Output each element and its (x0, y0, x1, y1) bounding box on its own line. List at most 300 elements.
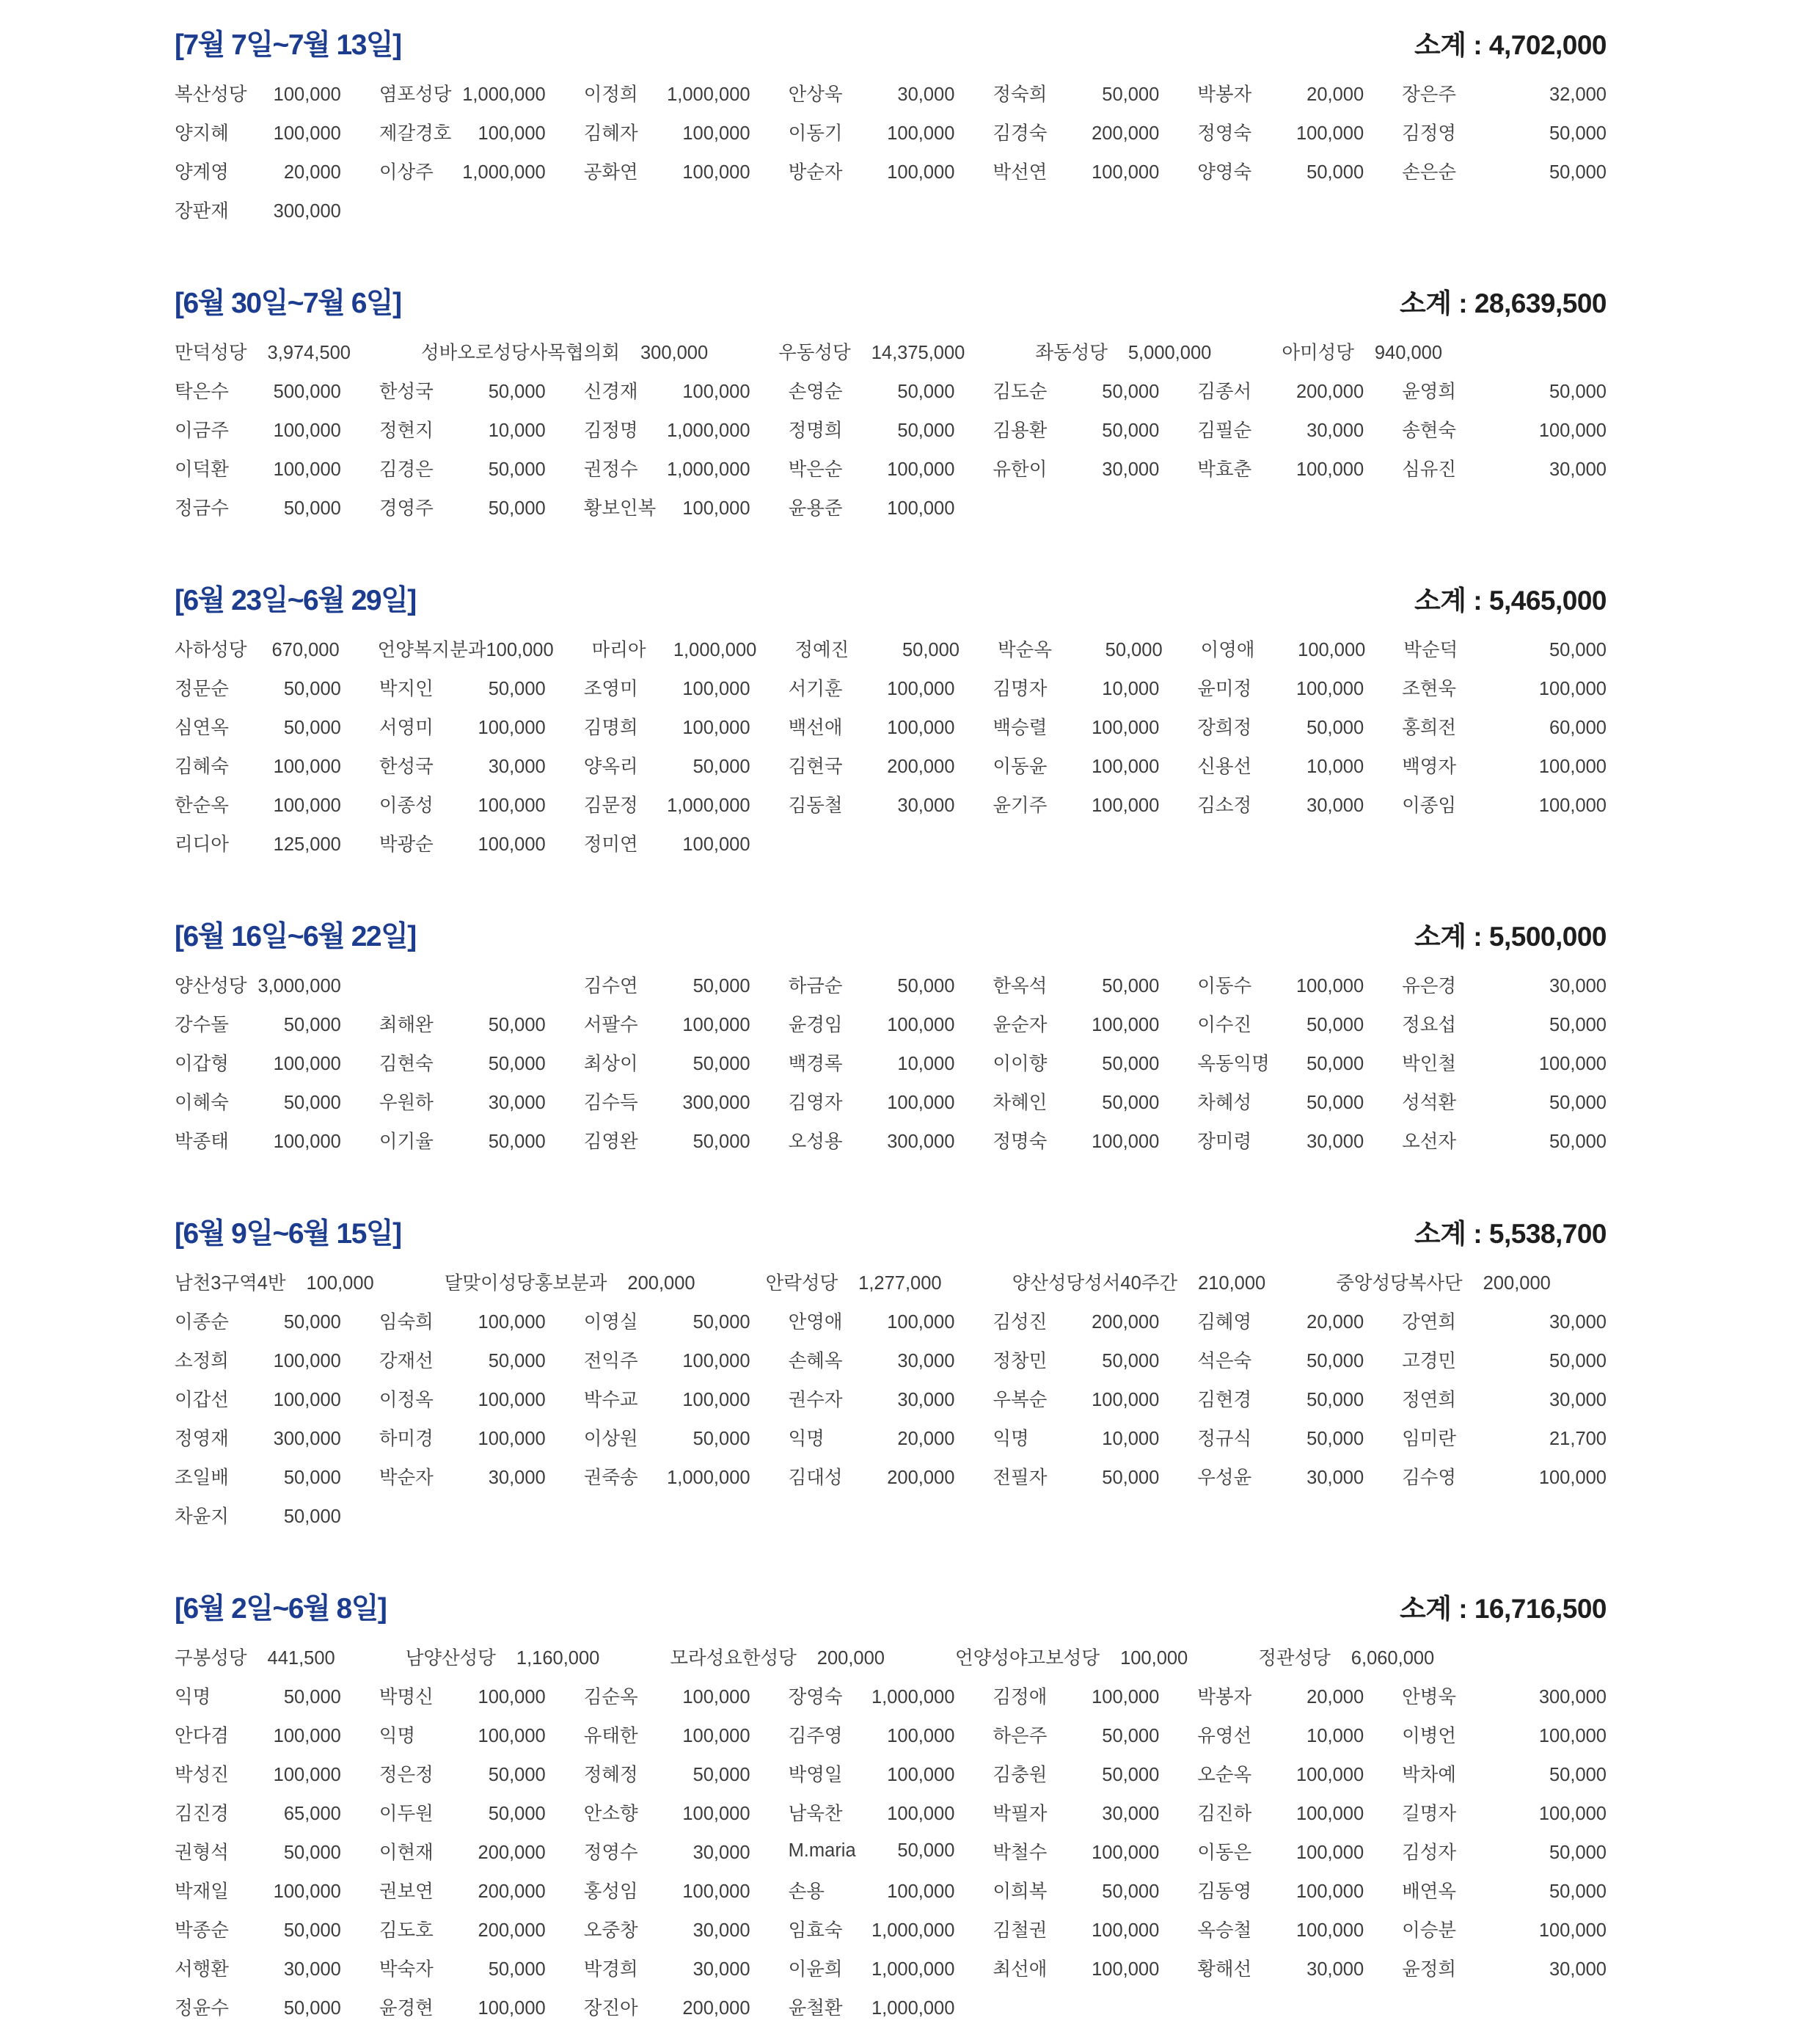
donor-amount: 30,000 (1549, 1389, 1607, 1410)
donor-entry (175, 1760, 379, 1787)
donor-row (175, 1379, 1607, 1418)
donor-amount: 100,000 (273, 123, 341, 144)
donor-entry (379, 791, 584, 817)
donor-name: 이갑형 (175, 1053, 229, 1074)
donor-name: 박성진 (175, 1764, 229, 1785)
donor-name: 고경민 (1402, 1350, 1457, 1371)
donor-entry (1197, 1721, 1402, 1748)
donor-name: 김정명 (583, 420, 638, 441)
donor-entry (378, 635, 592, 662)
donor-amount: 100,000 (1092, 717, 1160, 738)
donor-amount: 50,000 (1102, 1053, 1160, 1074)
donor-amount: 60,000 (1549, 717, 1607, 738)
donor-entry (789, 1088, 993, 1115)
donor-amount: 100,000 (682, 717, 750, 738)
donor-entry (789, 1424, 993, 1451)
donor-name: 우성윤 (1197, 1467, 1252, 1488)
donation-section (175, 1211, 1607, 1534)
donor-entry (1197, 1088, 1402, 1115)
donor-amount: 50,000 (488, 1131, 546, 1152)
donor-entry (379, 119, 584, 145)
donor-amount: 100,000 (1538, 1803, 1607, 1824)
donor-name: 언양성야고보성당 (954, 1647, 1100, 1669)
donor-amount: 10,000 (1102, 678, 1160, 699)
donor-amount: 50,000 (897, 420, 955, 441)
donor-entry (584, 830, 789, 856)
donor-entry (993, 1346, 1197, 1373)
donor-entry (584, 1838, 789, 1864)
donor-entry (789, 1840, 993, 1862)
donor-entry (1402, 158, 1607, 184)
donor-name: 만덕성당 (175, 342, 247, 363)
donor-amount: 1,000,000 (871, 1686, 955, 1707)
donor-entry (1012, 1269, 1266, 1295)
donor-entry (379, 1955, 584, 1981)
donor-amount: 100,000 (306, 1272, 374, 1294)
donor-name: 이동기 (788, 123, 843, 144)
donor-row (175, 1120, 1607, 1159)
donor-name: 이금주 (175, 420, 229, 441)
donor-name: 손혜옥 (788, 1350, 843, 1371)
subtotal-value: 소계 : 4,702,000 (1414, 30, 1607, 60)
donor-amount: 50,000 (1102, 1350, 1160, 1371)
donor-amount: 100,000 (682, 1686, 750, 1707)
donor-entry (993, 1463, 1197, 1490)
donor-amount: 50,000 (897, 1840, 955, 1861)
donor-amount: 200,000 (478, 1881, 546, 1902)
subtotal-value: 소계 : 5,500,000 (1414, 922, 1607, 952)
donor-name: 김정영 (1402, 123, 1457, 144)
donor-amount: 500,000 (273, 381, 341, 402)
donor-name: 양지혜 (175, 123, 229, 144)
donor-name: 권보연 (379, 1881, 434, 1902)
donor-name: 서기훈 (788, 678, 843, 699)
donor-name: 안락성당 (765, 1272, 838, 1294)
donor-name: 김성진 (993, 1311, 1048, 1333)
donor-amount: 50,000 (283, 1311, 341, 1333)
donor-amount: 100,000 (1092, 1131, 1160, 1152)
donor-amount: 30,000 (488, 756, 546, 777)
donor-amount: 50,000 (488, 1803, 546, 1824)
donor-entry (993, 1916, 1197, 1942)
donor-row (175, 1870, 1607, 1909)
donor-entry (789, 1346, 993, 1373)
donor-entry (1402, 1463, 1607, 1490)
donor-row (175, 332, 1607, 371)
donor-name: 익명 (379, 1725, 416, 1746)
donor-amount: 100,000 (682, 1014, 750, 1035)
donor-entry (1035, 338, 1211, 365)
donor-entry (1197, 119, 1402, 145)
donor-entry (993, 1721, 1197, 1748)
donor-name: 권형석 (175, 1842, 229, 1863)
donor-amount: 50,000 (1549, 639, 1607, 660)
donor-name: 윤용준 (788, 497, 843, 519)
donor-amount: 100,000 (1295, 459, 1364, 480)
donor-amount: 50,000 (283, 1467, 341, 1488)
donor-name: 이정옥 (379, 1389, 434, 1410)
donor-amount: 300,000 (273, 1428, 341, 1449)
donor-amount: 100,000 (1538, 1467, 1607, 1488)
donor-amount: 441,500 (267, 1647, 335, 1669)
donor-amount: 50,000 (897, 975, 955, 996)
donor-amount: 100,000 (682, 497, 750, 519)
donor-row (175, 1715, 1607, 1754)
donor-name: 이동윤 (993, 756, 1048, 777)
donor-amount: 50,000 (1549, 1764, 1607, 1785)
donor-amount: 50,000 (488, 1014, 546, 1035)
donor-entry (993, 1049, 1197, 1076)
donor-name: 익명 (175, 1686, 211, 1707)
donor-amount: 30,000 (1549, 1958, 1607, 1980)
donor-amount: 50,000 (283, 1997, 341, 2019)
donor-entry (379, 830, 584, 856)
donor-row (175, 73, 1607, 112)
donor-entry (789, 1994, 993, 2020)
donor-row (175, 629, 1607, 668)
donor-name: 중앙성당복사단 (1336, 1272, 1463, 1294)
donor-name: 손용 (788, 1881, 825, 1902)
donor-name: 이승분 (1402, 1920, 1457, 1941)
donor-entry (993, 1424, 1197, 1451)
donor-row (175, 1418, 1607, 1457)
donor-name: 박순덕 (1403, 639, 1458, 660)
donor-entry (379, 1385, 584, 1412)
donor-entry (789, 713, 993, 740)
donor-name: 제갈경호 (379, 123, 452, 144)
donor-name: 윤미정 (1197, 678, 1252, 699)
donor-row (175, 1909, 1607, 1948)
donor-entry (584, 1010, 789, 1037)
donor-entry (379, 416, 584, 442)
donor-entry (175, 1385, 379, 1412)
donor-entry (584, 1955, 789, 1981)
donor-entry (379, 1916, 584, 1942)
donor-amount: 100,000 (486, 639, 554, 660)
donor-entry (1402, 416, 1607, 442)
donor-amount: 50,000 (1549, 1131, 1607, 1152)
donor-name: 김종서 (1197, 381, 1252, 402)
donor-name: 장판재 (175, 200, 229, 222)
donor-amount: 50,000 (1102, 420, 1160, 441)
section-header (175, 1211, 1607, 1250)
donor-row (175, 1987, 1607, 2026)
donor-name: 익명 (788, 1428, 825, 1449)
donor-entry (584, 1877, 789, 1903)
donor-entry (584, 80, 789, 106)
donor-amount: 100,000 (478, 1428, 546, 1449)
donor-entry (175, 1955, 379, 1981)
donor-amount: 100,000 (682, 1725, 750, 1746)
donor-amount: 20,000 (897, 1428, 955, 1449)
donor-entry (789, 972, 993, 998)
donor-name: 양옥리 (583, 756, 638, 777)
donor-name: 김수득 (583, 1092, 638, 1113)
donor-amount: 100,000 (1092, 1920, 1160, 1941)
donor-row (175, 1676, 1607, 1715)
donor-name: 소정희 (175, 1350, 229, 1371)
donor-name: 김동철 (788, 795, 843, 816)
donor-entry (584, 1683, 789, 1709)
donor-entry (789, 752, 993, 779)
donor-amount: 100,000 (887, 1014, 955, 1035)
donor-name: 정현지 (379, 420, 434, 441)
donor-amount: 100,000 (478, 1997, 546, 2019)
donor-entry (175, 197, 379, 223)
donor-entry (789, 1877, 993, 1903)
donor-entry (379, 1721, 584, 1748)
donor-amount: 100,000 (887, 717, 955, 738)
donor-name: 이희복 (993, 1881, 1048, 1902)
donor-name: 서팔수 (583, 1014, 638, 1035)
donor-amount: 50,000 (692, 1311, 750, 1333)
donor-name: 정윤수 (175, 1997, 229, 2019)
donor-entry (379, 1877, 584, 1903)
donor-row (175, 746, 1607, 784)
donor-amount: 21,700 (1549, 1428, 1607, 1449)
donor-name: 달맞이성당홍보분과 (444, 1272, 607, 1294)
donor-amount: 50,000 (1549, 381, 1607, 402)
donor-amount: 50,000 (692, 975, 750, 996)
donor-amount: 50,000 (692, 756, 750, 777)
donor-entry (584, 1308, 789, 1334)
donor-name: 박재일 (175, 1881, 229, 1902)
donor-entry (175, 80, 379, 106)
donor-name: 마리아 (591, 639, 646, 660)
donor-name: 김소정 (1197, 795, 1252, 816)
donor-entry (175, 1916, 379, 1942)
donor-entry (175, 1838, 379, 1864)
donor-amount: 100,000 (1295, 1842, 1364, 1863)
donor-name: 박봉자 (1197, 1686, 1252, 1707)
donor-row (175, 1004, 1607, 1043)
donor-amount: 100,000 (273, 420, 341, 441)
donor-name: 박선연 (993, 161, 1048, 183)
donor-name: 최선애 (993, 1958, 1048, 1980)
donor-amount: 200,000 (1483, 1272, 1551, 1294)
donor-amount: 1,000,000 (667, 1467, 750, 1488)
donor-amount: 50,000 (283, 1686, 341, 1707)
donor-entry (789, 158, 993, 184)
donor-amount: 1,000,000 (462, 161, 546, 183)
donor-name: 김철권 (993, 1920, 1048, 1941)
donor-entry (379, 377, 584, 404)
donor-amount: 5,000,000 (1128, 342, 1212, 363)
donor-amount: 32,000 (1549, 84, 1607, 105)
donor-entry (789, 674, 993, 701)
donor-row (175, 1043, 1607, 1082)
donor-name: 한성국 (379, 381, 434, 402)
donor-entry (1402, 972, 1607, 998)
donor-entry (993, 377, 1197, 404)
donor-entry (1402, 752, 1607, 779)
donor-name: 김진하 (1197, 1803, 1252, 1824)
donor-amount: 1,000,000 (871, 1997, 955, 2019)
donor-amount: 100,000 (1295, 123, 1364, 144)
donor-entry (993, 1683, 1197, 1709)
donor-amount: 100,000 (478, 834, 546, 855)
donor-name: 이덕환 (175, 459, 229, 480)
donor-amount: 30,000 (1549, 1311, 1607, 1333)
donor-amount: 50,000 (1306, 1389, 1364, 1410)
donor-entry (584, 1346, 789, 1373)
donor-entry (379, 1463, 584, 1490)
donor-name: 김혜영 (1197, 1311, 1252, 1333)
donor-entry (175, 1308, 379, 1334)
donor-amount: 100,000 (682, 678, 750, 699)
donor-name: 이현재 (379, 1842, 434, 1863)
donor-entry (1197, 1308, 1402, 1334)
donor-amount: 50,000 (1549, 1014, 1607, 1035)
donor-entry (789, 416, 993, 442)
donor-entry (1402, 1838, 1607, 1864)
donor-name: 강연희 (1402, 1311, 1457, 1333)
donor-amount: 50,000 (1306, 1092, 1364, 1113)
donor-amount: 200,000 (1295, 381, 1364, 402)
donor-entry (993, 1010, 1197, 1037)
donor-entry (584, 1994, 789, 2020)
donor-entry (584, 972, 789, 998)
donor-entry (993, 1760, 1197, 1787)
donor-amount: 100,000 (887, 123, 955, 144)
donor-amount: 100,000 (273, 756, 341, 777)
donor-entry (1197, 377, 1402, 404)
donor-entry (175, 830, 379, 856)
donor-entry (379, 1049, 584, 1076)
donor-name: 박종순 (175, 1920, 229, 1941)
donor-entry (584, 1916, 789, 1942)
donor-entry (175, 455, 379, 481)
donor-entry (1402, 1877, 1607, 1903)
subtotal-value: 소계 : 5,538,700 (1414, 1219, 1607, 1249)
donor-name: 전필자 (993, 1467, 1048, 1488)
donor-entry (175, 1127, 379, 1153)
donor-name: 홍희전 (1402, 717, 1457, 738)
donor-entry (1402, 1127, 1607, 1153)
donor-entry (584, 752, 789, 779)
donor-amount: 50,000 (283, 1842, 341, 1863)
donor-name: 김필순 (1197, 420, 1252, 441)
donor-entry (584, 1463, 789, 1490)
section-header (175, 914, 1607, 952)
donor-entry (998, 635, 1201, 662)
donor-row (175, 1831, 1607, 1870)
donor-amount: 30,000 (1306, 1958, 1364, 1980)
donor-entry (379, 674, 584, 701)
donor-entry (1197, 1127, 1402, 1153)
donor-entry (789, 1799, 993, 1826)
donor-entry (1402, 119, 1607, 145)
donor-name: 우동성당 (778, 342, 851, 363)
donor-name: 안영애 (788, 1311, 843, 1333)
donor-name: 김경숙 (993, 123, 1048, 144)
donor-entry (789, 1463, 993, 1490)
donor-amount: 200,000 (887, 1467, 955, 1488)
donor-entry (1197, 972, 1402, 998)
donor-name: 하미경 (379, 1428, 434, 1449)
donor-entry (789, 119, 993, 145)
donor-name: 신경재 (583, 381, 638, 402)
donor-amount: 300,000 (887, 1131, 955, 1152)
donor-name: 김대성 (788, 1467, 843, 1488)
donor-name: 정문순 (175, 678, 229, 699)
donor-entry (1402, 1088, 1607, 1115)
donor-amount: 300,000 (640, 342, 709, 363)
donor-entry (1402, 1010, 1607, 1037)
donor-amount: 1,000,000 (673, 639, 757, 660)
donor-name: 김용환 (993, 420, 1048, 441)
donor-entry (1402, 1683, 1607, 1709)
donor-amount: 20,000 (1306, 1686, 1364, 1707)
donor-amount: 100,000 (682, 834, 750, 855)
donor-entry (175, 416, 379, 442)
period-label: [6월 9일~6월 15일] (175, 1218, 401, 1250)
donor-name: 황보인복 (583, 497, 657, 519)
donor-entry (789, 1760, 993, 1787)
donor-amount: 100,000 (273, 1881, 341, 1902)
donor-entry (175, 1010, 379, 1037)
donor-name: 윤정희 (1402, 1958, 1457, 1980)
donor-entry (993, 1877, 1197, 1903)
donor-entry (993, 119, 1197, 145)
donor-row (175, 1262, 1607, 1301)
donor-entry (175, 1644, 335, 1670)
donor-name: 조영미 (583, 678, 638, 699)
donor-name: 김명자 (993, 678, 1048, 699)
donor-entry (993, 752, 1197, 779)
donor-entry (175, 791, 379, 817)
donor-amount: 1,000,000 (667, 459, 750, 480)
donor-amount: 100,000 (1092, 756, 1160, 777)
donor-amount: 1,277,000 (858, 1272, 942, 1294)
donor-name: 양산성당성서40주간 (1012, 1272, 1178, 1294)
donor-name: 박순자 (379, 1467, 434, 1488)
donor-amount: 50,000 (1549, 1842, 1607, 1863)
donor-name: 박은순 (788, 459, 843, 480)
donor-entry (1197, 674, 1402, 701)
donor-entry (175, 713, 379, 740)
donor-amount: 50,000 (283, 1092, 341, 1113)
donor-amount: 50,000 (488, 497, 546, 519)
donor-amount: 50,000 (1102, 975, 1160, 996)
donor-amount: 50,000 (1306, 161, 1364, 183)
donor-amount: 50,000 (1102, 1092, 1160, 1113)
donor-name: 윤경현 (379, 1997, 434, 2019)
donor-amount: 100,000 (273, 1053, 341, 1074)
donor-name: 남천3구역4반 (175, 1272, 286, 1294)
period-label: [6월 16일~6월 22일] (175, 921, 416, 952)
donor-amount: 50,000 (488, 1053, 546, 1074)
donor-amount: 50,000 (488, 1958, 546, 1980)
donor-row (175, 1340, 1607, 1379)
donor-amount: 100,000 (1120, 1647, 1188, 1669)
donor-amount: 50,000 (1102, 381, 1160, 402)
donor-name: 이두원 (379, 1803, 434, 1824)
donor-name: 권죽송 (583, 1467, 638, 1488)
donor-name: 조일배 (175, 1467, 229, 1488)
donor-name: 윤기주 (993, 795, 1048, 816)
donor-name: 옥승철 (1197, 1920, 1252, 1941)
donor-amount: 100,000 (1295, 1881, 1364, 1902)
donor-entry (379, 158, 584, 184)
section-header (175, 1586, 1607, 1625)
donor-row (175, 1637, 1607, 1676)
period-label: [6월 23일~6월 29일] (175, 585, 416, 616)
donor-entry (584, 377, 789, 404)
donor-entry (175, 674, 379, 701)
donor-name: 이기율 (379, 1131, 434, 1152)
section-header (175, 280, 1607, 319)
